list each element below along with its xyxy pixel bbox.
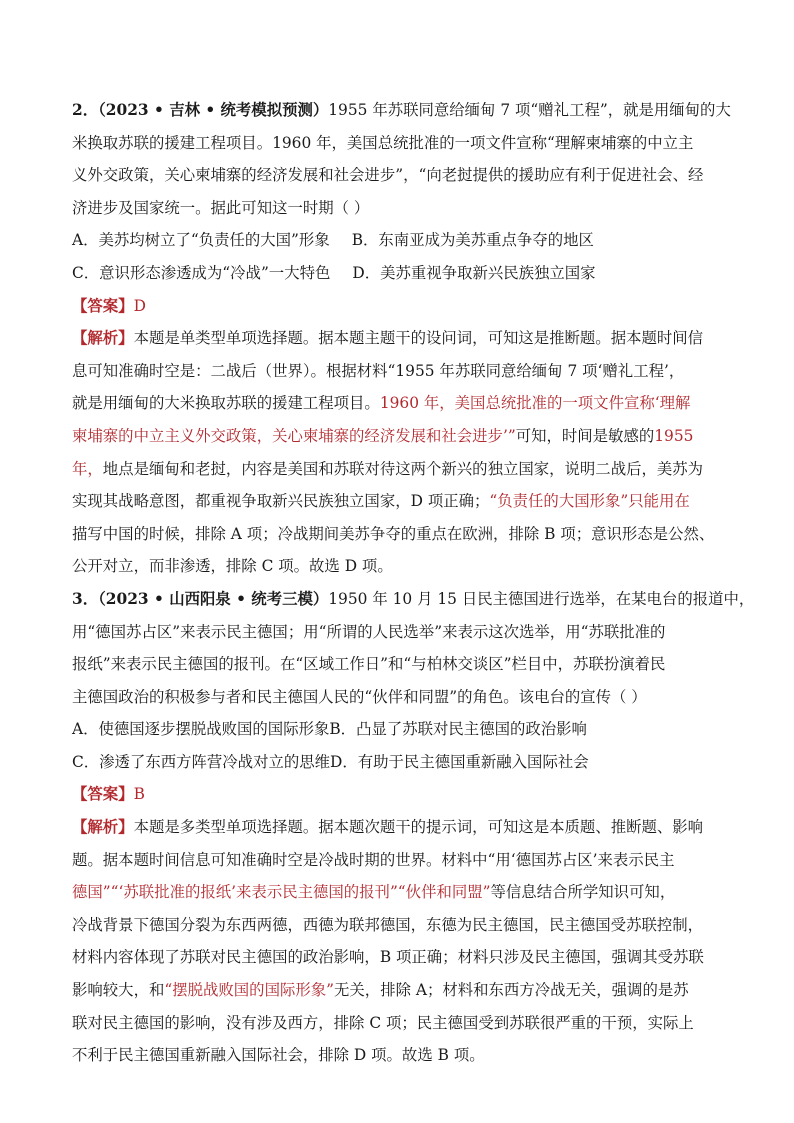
question-3-analysis-line-3 xyxy=(72,876,724,909)
question-2-stem-line-1 xyxy=(72,94,731,127)
analysis-text: 可知，时间是敏感的 xyxy=(515,426,655,445)
question-3-analysis-line-8: 不利于民主德国重新融入国际社会，排除 D 项。故选 B 项。 xyxy=(72,1046,485,1065)
analysis-highlight: 年， xyxy=(72,459,103,478)
question-2-analysis-line-4 xyxy=(72,420,724,453)
question-3-analysis-line-2 xyxy=(72,844,724,877)
question-3-stem-line-1 xyxy=(72,583,755,616)
analysis-highlight: 柬埔寨的中立主义外交政策，关心柬埔寨的经济发展和社会进步’” xyxy=(72,426,516,445)
analysis-highlight: 1955 xyxy=(654,426,694,445)
question-2-stem-line-4: 济进步及国家统一。据此可知这一时期（ ） xyxy=(72,198,370,217)
analysis-text: 实现其战略意图，都重视争取新兴民族独立国家，D 项正确； xyxy=(72,492,490,511)
question-3 xyxy=(72,583,755,1072)
analysis-text: 影响较大，和 xyxy=(72,981,165,1000)
analysis-highlight: “负责任的大国形象”只能用在 xyxy=(489,492,690,511)
question-2-stem-line-3: 义外交政策，关心柬埔寨的经济发展和社会进步”，“向老挝提供的援助应有利于促进社会、经 xyxy=(72,166,704,185)
answer-label: 【答案】 xyxy=(72,785,134,804)
question-2-analysis-line-1 xyxy=(72,322,724,355)
question-2-analysis-line-7: 描写中国的时候，排除 A 项；冷战期间美苏争夺的重点在欧洲，排除 B 项；意识形态是公然、 xyxy=(72,524,715,543)
analysis-text: 等信息结合所学知识可知， xyxy=(490,883,676,902)
option-c: C．意识形态渗透成为“冷战”一大特色 xyxy=(72,263,331,282)
question-2-options-row-1 xyxy=(72,224,724,257)
analysis-text: 地点是缅甸和老挝，内容是美国和苏联对待这两个新兴的独立国家，说明二战后，美苏为 xyxy=(102,459,704,478)
question-2-analysis-line-8: 公开对立，而非渗透，排除 C 项。故选 D 项。 xyxy=(72,557,393,576)
question-3-analysis-line-6 xyxy=(72,974,724,1007)
question-3-stem-line-3: 报纸”来表示民主德国的报刊。在“区域工作日”和“与柏林交谈区”栏目中，苏联扮演着民 xyxy=(72,655,666,674)
option-c: C．渗透了东西方阵营冷战对立的思维 xyxy=(72,752,331,771)
option-b: B．东南亚成为美苏重点争夺的地区 xyxy=(351,231,594,250)
analysis-text: 题。据本题时间信息可知准确时空是冷战时期的世界。材料中“用‘德国苏占区’来表示民主 xyxy=(72,850,675,869)
question-3-stem-line-4: 主德国政治的积极参与者和民主德国人民的“伙伴和同盟”的角色。该电台的宣传（ ） xyxy=(72,687,647,706)
analysis-text: 本题是单类型单项选择题。据本题主题干的设问词，可知这是推断题。据本题时间信 xyxy=(133,329,704,348)
question-source: （2023 • 吉林 • 统考模拟预测） xyxy=(98,101,329,119)
question-2-stem-line-2: 米换取苏联的援建工程项目。1960 年，美国总统批准的一项文件宣称“理解柬埔寨的中立主 xyxy=(72,133,694,152)
question-3-analysis-line-5: 材料内容体现了苏联对民主德国的政治影响，B 项正确；材料只涉及民主德国，强调其受苏联 xyxy=(72,948,704,967)
option-a: A．使德国逐步摆脱战败国的国际形象 xyxy=(72,720,330,739)
option-b: B．凸显了苏联对民主德国的政治影响 xyxy=(329,720,587,739)
question-2 xyxy=(72,94,731,583)
analysis-highlight: 德国”“‘苏联批准的报纸’来表示民主德国的报刊”“伙伴和同盟” xyxy=(72,883,491,902)
analysis-text: 本题是多类型单项选择题。据本题次题干的提示词，可知这是本质题、推断题、影响 xyxy=(133,818,704,837)
question-3-answer xyxy=(72,778,724,811)
option-a: A．美苏均树立了“负责任的大国”形象 xyxy=(72,231,330,250)
analysis-label: 【解析】 xyxy=(72,329,134,348)
question-3-options-row-1 xyxy=(72,713,724,746)
analysis-highlight: 1960 年，美国总统批准的一项文件宣称‘理解 xyxy=(379,394,691,413)
analysis-text: 就是用缅甸的大米换取苏联的援建工程项目。 xyxy=(72,394,380,413)
option-d: D．美苏重视争取新兴民族独立国家 xyxy=(352,263,596,282)
question-number: 3． xyxy=(72,589,99,608)
answer-value: D xyxy=(133,296,146,315)
question-2-analysis-line-3 xyxy=(72,387,724,420)
answer-value: B xyxy=(133,785,145,804)
question-3-analysis-line-1 xyxy=(72,811,724,844)
analysis-text: 无关，排除 A；材料和东西方冷战无关，强调的是苏 xyxy=(334,981,689,1000)
option-d: D．有助于民主德国重新融入国际社会 xyxy=(330,752,589,771)
question-number: 2． xyxy=(72,101,99,119)
analysis-label: 【解析】 xyxy=(72,818,134,837)
document-page xyxy=(72,94,755,1072)
analysis-highlight: “摆脱战败国的国际形象” xyxy=(164,981,335,1000)
question-source: （2023 • 山西阳泉 • 统考三模） xyxy=(98,589,329,608)
answer-label: 【答案】 xyxy=(72,296,134,315)
question-2-answer xyxy=(72,290,724,323)
question-2-analysis-line-6 xyxy=(72,485,724,518)
question-3-analysis-line-7: 联对民主德国的影响，没有涉及西方，排除 C 项；民主德国受到苏联很严重的干预，实际上 xyxy=(72,1013,694,1032)
question-2-analysis-line-5 xyxy=(72,453,724,486)
question-3-options-row-2 xyxy=(72,746,724,779)
question-3-analysis-line-4: 冷战背景下德国分裂为东西两德，西德为联邦德国，东德为民主德国，民主德国受苏联控制， xyxy=(72,915,704,934)
question-3-stem-line-2: 用“德国苏占区”来表示民主德国；用“所谓的人民选举”来表示这次选举，用“苏联批准的 xyxy=(72,622,666,641)
question-stem-text: 1955 年苏联同意给缅甸 7 项“赠礼工程”，就是用缅甸的大 xyxy=(328,101,731,119)
question-stem-text: 1950 年 10 月 15 日民主德国进行选举，在某电台的报道中， xyxy=(328,589,755,608)
question-2-options-row-2 xyxy=(72,257,724,290)
question-2-analysis-line-2: 息可知准确时空是：二战后（世界）。根据材料“1955 年苏联同意给缅甸 7 项‘赠礼工程’， xyxy=(72,361,685,380)
